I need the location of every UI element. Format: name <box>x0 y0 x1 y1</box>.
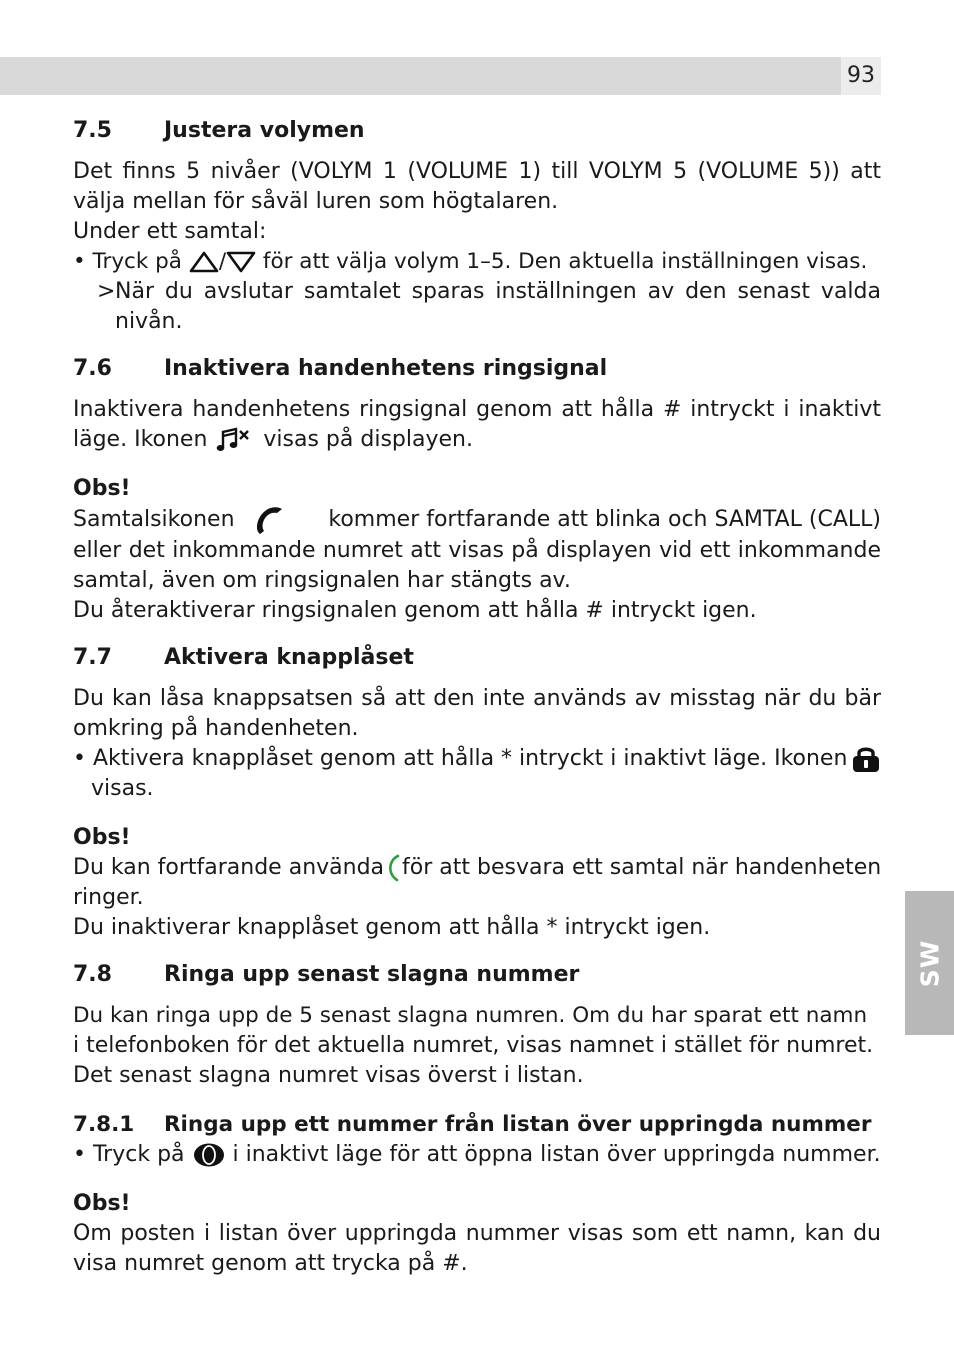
section-number: 7.8.1 <box>73 1112 135 1137</box>
section-title: Ringa upp senast slagna nummer <box>164 962 580 987</box>
paragraph-line: läge. Ikonen visas på displayen. <box>73 427 473 452</box>
note-line: visa numret genom att trycka på #. <box>73 1251 468 1276</box>
note-label: Obs! <box>73 1191 131 1216</box>
handset-icon <box>253 504 287 536</box>
lock-icon <box>851 745 881 773</box>
note-line: eller det inkommande numret att visas på displayen vid ett inkommande <box>73 538 881 563</box>
section-title: Inaktivera handenhetens ringsignal <box>164 356 608 381</box>
section-heading-7-5 <box>73 116 881 146</box>
note-line: Du återaktiverar ringsignalen genom att hålla # intryckt igen. <box>73 598 757 623</box>
note-line: ringer. <box>73 885 144 910</box>
result-marker: > <box>97 279 116 304</box>
paragraph-line: Det finns 5 nivåer (VOLYM 1 (VOLUME 1) till VOLYM 5 (VOLUME 5)) att <box>73 159 881 184</box>
note-line: Du inaktiverar knapplåset genom att hålla * intryckt igen. <box>73 915 711 940</box>
section-title: Ringa upp ett nummer från listan över uppringda nummer <box>164 1112 872 1137</box>
section-title: Aktivera knapplåset <box>164 645 414 670</box>
nav-key-icon <box>192 1142 226 1168</box>
section-number: 7.6 <box>73 356 112 381</box>
paragraph-line: Du kan låsa knappsatsen så att den inte används av misstag när du bär <box>73 686 881 711</box>
note-line: Samtalsikonen kommer fortfarande att blinka och SAMTAL (CALL) <box>73 504 881 536</box>
triangle-down-icon <box>226 251 256 273</box>
page-content <box>73 116 881 1279</box>
language-tab-label: SW <box>915 939 944 987</box>
bullet-item: • Aktivera knapplåset genom att hålla * intryckt i inaktivt läge. Ikonen <box>73 744 881 774</box>
paragraph-line: i telefonboken för det aktuella numret, visas namnet i stället för numret. <box>73 1033 874 1058</box>
section-heading-7-8 <box>73 960 881 990</box>
note-label: Obs! <box>73 476 131 501</box>
bullet-item-cont: visas. <box>91 776 154 801</box>
green-call-key-icon <box>384 854 402 882</box>
note-line: Om posten i listan över uppringda nummer visas som ett namn, kan du <box>73 1221 881 1246</box>
paragraph-line: Inaktivera handenhetens ringsignal genom att hålla # intryckt i inaktivt <box>73 397 881 422</box>
note-line: Du kan fortfarande använda för att besvara ett samtal när handenheten <box>73 855 882 880</box>
section-heading-7-8-1 <box>73 1110 881 1140</box>
section-title: Justera volymen <box>164 118 365 143</box>
section-number: 7.7 <box>73 645 112 670</box>
section-number: 7.5 <box>73 118 112 143</box>
result-item-cont: nivån. <box>115 309 183 334</box>
header-bar <box>0 57 841 95</box>
section-heading-7-6 <box>73 354 881 384</box>
paragraph-line: Under ett samtal: <box>73 219 267 244</box>
bullet-item: • Tryck på / för att välja volym 1–5. Den aktuella inställningen visas. <box>73 249 868 274</box>
ringer-off-icon <box>214 427 256 453</box>
note-line: samtal, även om ringsignalen har stängts av. <box>73 568 571 593</box>
note-label: Obs! <box>73 825 131 850</box>
page-number: 93 <box>841 57 881 95</box>
paragraph-line: Du kan ringa upp de 5 senast slagna numren. Om du har sparat ett namn <box>73 1003 868 1028</box>
triangle-up-icon <box>189 251 219 273</box>
result-item: > När du avslutar samtalet sparas inställningen av den senast valda <box>73 277 881 307</box>
paragraph-line: omkring på handenheten. <box>73 716 359 741</box>
section-heading-7-7 <box>73 643 881 673</box>
paragraph-line: Det senast slagna numret visas överst i listan. <box>73 1063 584 1088</box>
language-tab <box>905 891 954 1035</box>
section-number: 7.8 <box>73 962 112 987</box>
paragraph-line: välja mellan för såväl luren som högtalaren. <box>73 189 559 214</box>
bullet-item: • Tryck på i inaktivt läge för att öppna listan över uppringda nummer. <box>73 1142 881 1167</box>
